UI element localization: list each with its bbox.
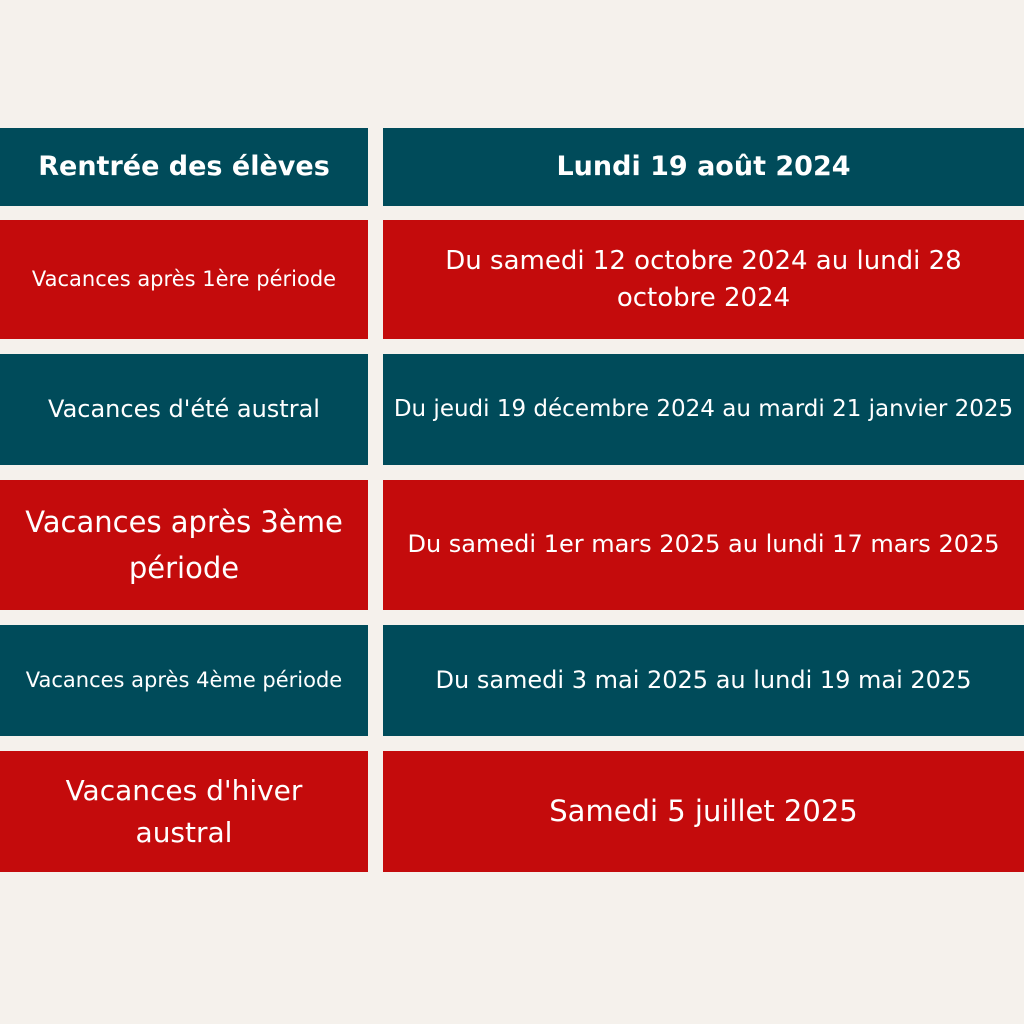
period-dates: Samedi 5 juillet 2025 bbox=[549, 794, 858, 829]
period-dates: Du samedi 3 mai 2025 au lundi 19 mai 2025 bbox=[435, 665, 972, 694]
period-label-cell bbox=[0, 220, 368, 339]
period-label-cell bbox=[0, 354, 368, 465]
header-label: Rentrée des élèves bbox=[38, 151, 330, 183]
header-value-cell bbox=[383, 128, 1024, 206]
period-dates-cell bbox=[383, 480, 1024, 610]
table-row bbox=[0, 480, 1024, 610]
period-label-cell bbox=[0, 625, 368, 736]
period-dates: Du jeudi 19 décembre 2024 au mardi 21 janvier 2025 bbox=[393, 396, 1014, 423]
table-row bbox=[0, 354, 1024, 465]
period-dates-cell bbox=[383, 354, 1024, 465]
period-dates: Du samedi 12 octobre 2024 au lundi 28 octobre 2024 bbox=[445, 246, 962, 313]
period-dates-cell bbox=[383, 625, 1024, 736]
header-label-cell bbox=[0, 128, 368, 206]
header-value: Lundi 19 août 2024 bbox=[556, 151, 851, 183]
period-label-cell bbox=[0, 751, 368, 872]
period-label-cell bbox=[0, 480, 368, 610]
table-row bbox=[0, 625, 1024, 736]
period-label: Vacances d'été austral bbox=[48, 394, 320, 423]
header-row bbox=[0, 128, 1024, 206]
period-dates-cell bbox=[383, 220, 1024, 339]
period-label: Vacances d'hiver austral bbox=[65, 773, 303, 849]
table-row bbox=[0, 220, 1024, 339]
table-row bbox=[0, 751, 1024, 872]
period-label: Vacances après 4ème période bbox=[25, 667, 343, 692]
period-label: Vacances après 3ème période bbox=[25, 504, 343, 585]
period-label: Vacances après 1ère période bbox=[31, 266, 337, 291]
period-dates: Du samedi 1er mars 2025 au lundi 17 mars 2025 bbox=[407, 530, 1000, 559]
period-dates-cell bbox=[383, 751, 1024, 872]
